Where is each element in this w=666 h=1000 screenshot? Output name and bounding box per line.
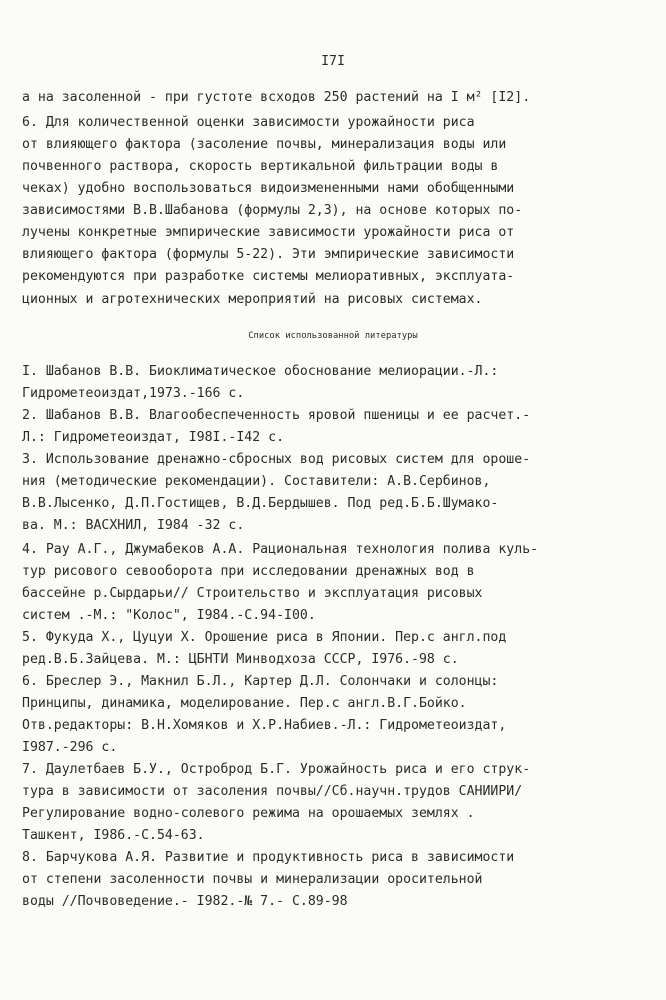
reference-line: систем .-М.: "Колос", I984.-С.94-I00. [22,608,316,623]
paragraph-line: от влияющего фактора (засоление почвы, минерализация воды или [22,137,507,152]
reference-line: 7. Даулетбаев Б.У., Остроброд Б.Г. Урожайность риса и его струк- [22,762,531,777]
paragraph-line: а на засоленной - при густоте всходов 250 растений на I м² [I2]. [22,90,531,105]
paragraph-line: влияющего фактора (формулы 5-22). Эти эмпирические зависимости [22,247,515,262]
reference-line: 6. Бреслер Э., Макнил Б.Л., Картер Д.Л. Солончаки и солонцы: [22,674,499,689]
reference-line: В.В.Лысенко, Д.П.Гостищев, В.Д.Бердышев. Под ред.Б.Б.Шумако- [22,496,499,511]
reference-line: 2. Шабанов В.В. Влагообеспеченность яровой пшеницы и ее расчет.- [22,408,531,423]
page-number: I7I [321,54,345,69]
reference-line: ва. М.: ВАСХНИЛ, I984 -32 с. [22,518,245,533]
reference-line: Отв.редакторы: В.Н.Хомяков и Х.Р.Набиев.-Л.: Гидрометеоиздат, [22,718,507,733]
reference-line: Ташкент, I986.-С.54-63. [22,828,205,843]
reference-line: I. Шабанов В.В. Биоклиматическое обоснование мелиорации.-Л.: [22,364,499,379]
paragraph-line: зависимостями В.В.Шабанова (формулы 2,3), на основе которых по- [22,203,523,218]
reference-line: от степени засоленности почвы и минерализации оросительной [22,872,483,887]
reference-line: тур рисового севооборота при исследовании дренажных вод в [22,564,475,579]
paragraph-line: ционных и агротехнических мероприятий на рисовых системах. [22,292,483,307]
references-title: Список использованной литературы [248,331,418,341]
reference-line: 8. Барчукова А.Я. Развитие и продуктивность риса в зависимости [22,850,515,865]
reference-line: Регулирование водно-солевого режима на орошаемых землях . [22,806,475,821]
paragraph-line: чеках) удобно воспользоваться видоизмененными нами обобщенными [22,181,515,196]
reference-line: ния (методические рекомендации). Составители: А.В.Сербинов, [22,474,491,489]
reference-line: 5. Фукуда Х., Цуцуи Х. Орошение риса в Японии. Пер.с англ.под [22,630,507,645]
reference-line: Принципы, динамика, моделирование. Пер.с англ.В.Г.Бойко. [22,696,467,711]
reference-line: бассейне р.Сырдарьи// Строительство и эксплуатация рисовых [22,586,483,601]
reference-line: 3. Использование дренажно-сбросных вод рисовых систем для ороше- [22,452,531,467]
reference-line: воды //Почвоведение.- I982.-№ 7.- С.89-98 [22,894,348,909]
reference-line: тура в зависимости от засоления почвы//Сб.научн.трудов САНИИРИ/ [22,784,523,799]
reference-line: I987.-296 с. [22,740,118,755]
paragraph-line: лучены конкретные эмпирические зависимости урожайности риса от [22,225,515,240]
paragraph-line: 6. Для количественной оценки зависимости урожайности риса [22,115,475,130]
reference-line: ред.В.Б.Зайцева. М.: ЦБНТИ Минводхоза СССР, I976.-98 с. [22,652,459,667]
reference-line: 4. Рау А.Г., Джумабеков А.А. Рациональная технология полива куль- [22,542,539,557]
reference-line: Гидрометеоиздат,1973.-166 с. [22,386,245,401]
paragraph-line: рекомендуются при разработке системы мелиоративных, эксплуата- [22,269,515,284]
reference-line: Л.: Гидрометеоиздат, I98I.-I42 с. [22,430,285,445]
paragraph-line: почвенного раствора, скорость вертикальной фильтрации воды в [22,159,499,174]
